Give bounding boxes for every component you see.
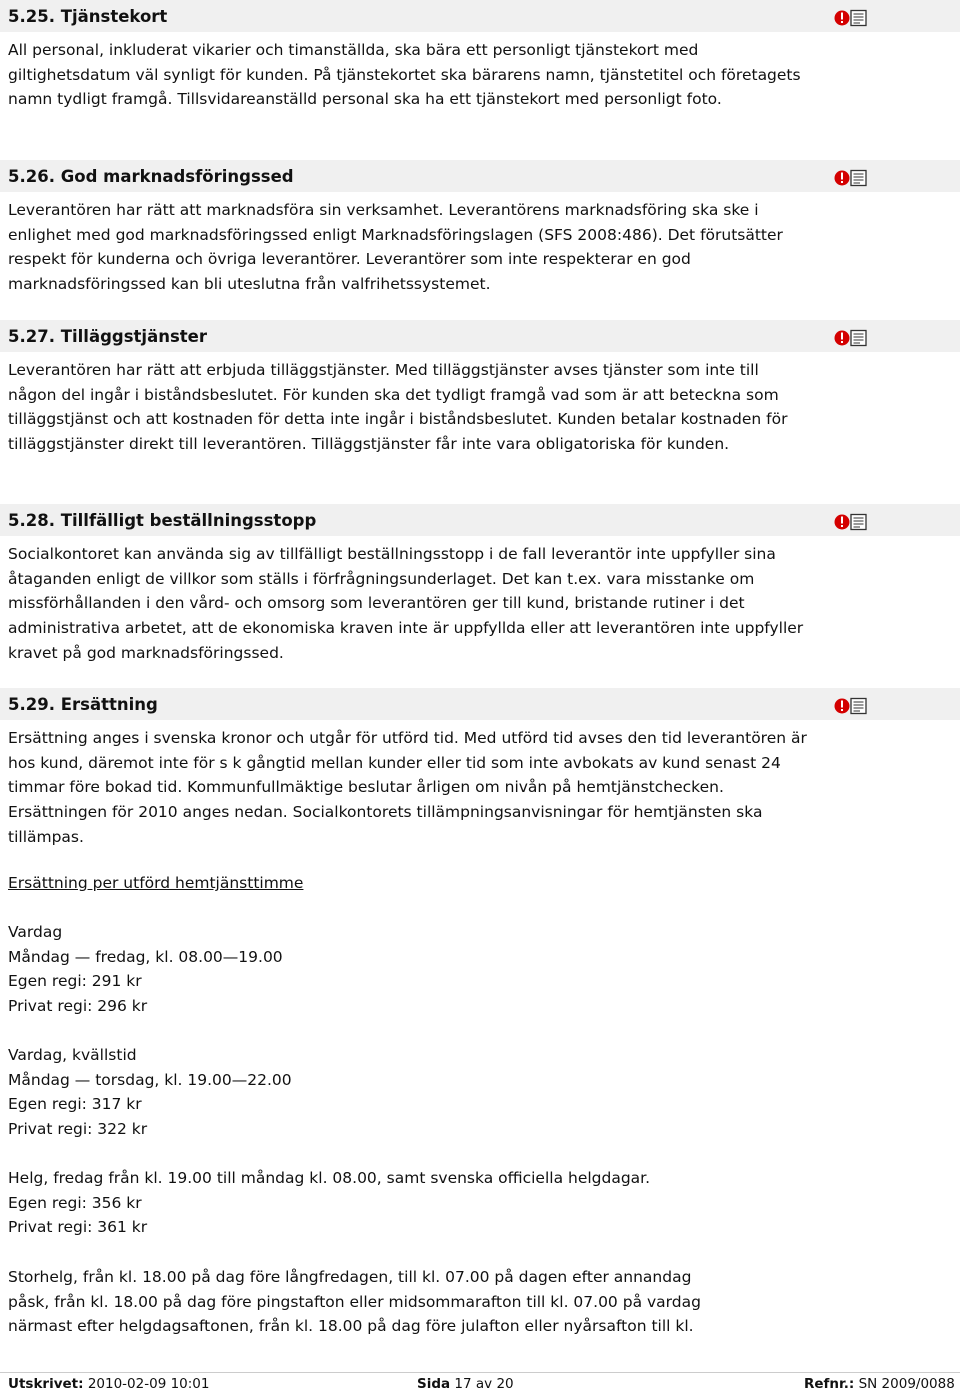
section-title: 5.26. God marknadsföringssed: [8, 167, 294, 186]
footer-ref: [804, 1376, 955, 1392]
section-body: [8, 358, 808, 457]
footer-ref-label: Refnr.:: [804, 1376, 855, 1392]
section-text: Socialkontoret kan använda sig av tillfälligt beställningsstopp i de fall leverantör inte uppfyller sina åtaganden enligt de villkor som ställs i förfrågningsunderlaget. Det kan t.ex. vara misstanke om missförhållanden i den vård- och omsorg som leverantören ger till kund, bristande rutiner i det administrativa arbetet, att de ekonomiska kraven inte är uppfyllda eller att leverantören inte uppfyller kravet på god marknadsföringssed.: [8, 545, 804, 662]
page-footer: [0, 1372, 960, 1392]
footer-page-label: Sida: [417, 1376, 451, 1392]
section-5-28: [0, 504, 960, 666]
section-title: 5.25. Tjänstekort: [8, 7, 168, 26]
rate-group-holiday: [8, 1265, 908, 1339]
document-icon[interactable]: [851, 515, 866, 530]
footer-printed: [8, 1376, 209, 1392]
section-header: [0, 688, 960, 720]
section-title: 5.27. Tilläggstjänster: [8, 327, 207, 346]
warning-icon[interactable]: [835, 331, 850, 346]
section-5-29: [0, 688, 960, 850]
section-icons[interactable]: [834, 329, 868, 347]
section-body: [8, 198, 808, 297]
document-icon[interactable]: [851, 11, 866, 26]
rate-line: närmast efter helgdagsaftonen, från kl. 18.00 på dag före julafton eller nyårsafton till kl.: [8, 1317, 694, 1336]
rate-line: Helg, fredag från kl. 19.00 till måndag kl. 08.00, samt svenska officiella helgdagar.: [8, 1169, 651, 1187]
section-text: All personal, inkluderat vikarier och timanställda, ska bära ett personligt tjänstekort med giltighetsdatum väl synligt för kunden. På tjänstekortet ska bärarens namn, tjänstetitel och företagets namn tydligt framgå. Tillsvidareanställd personal ska ha ett tjänstekort med personligt foto.: [8, 41, 801, 109]
footer-ref-value: SN 2009/0088: [858, 1376, 955, 1392]
rates-heading-block: [8, 871, 908, 896]
footer-printed-label: Utskrivet:: [8, 1376, 84, 1392]
section-text: Ersättning anges i svenska kronor och utgår för utförd tid. Med utförd tid avses den tid leverantören är hos kund, däremot inte för s k gångtid mellan kunder eller tid som inte avbokats av kund senast 24 timmar före bokad tid. Kommunfullmäktige beslutar årligen om nivån på hemtjänstchecken. Ersättningen för 2010 anges nedan. Socialkontorets tillämpningsanvisningar för hemtjänsten ska tillämpas.: [8, 729, 807, 846]
rates-heading: Ersättning per utförd hemtjänsttimme: [8, 874, 304, 892]
section-title: 5.28. Tillfälligt beställningsstopp: [8, 511, 317, 530]
rate-line: Privat regi: 296 kr: [8, 997, 148, 1016]
warning-icon[interactable]: [835, 515, 850, 530]
footer-page: [417, 1376, 514, 1392]
section-5-25: [0, 0, 960, 112]
warning-icon[interactable]: [835, 171, 850, 186]
footer-printed-value: 2010-02-09 10:01: [87, 1376, 210, 1392]
rate-line: Vardag, kvällstid: [8, 1046, 137, 1064]
rate-line: Egen regi: 356 kr: [8, 1193, 142, 1212]
rate-line: Egen regi: 291 kr: [8, 972, 142, 991]
section-header: [0, 320, 960, 352]
section-header: [0, 0, 960, 32]
section-header: [0, 160, 960, 192]
section-title: 5.29. Ersättning: [8, 695, 158, 714]
warning-icon[interactable]: [835, 699, 850, 714]
rate-line: Måndag — fredag, kl. 08.00—19.00: [8, 947, 283, 966]
section-text: Leverantören har rätt att erbjuda tilläggstjänster. Med tilläggstjänster avses tjänster som inte till någon del ingår i biståndsbeslutet. För kunden ska det tydligt framgå vad som är att beteckna som tilläggstjänst och att kostnaden för detta inte ingår i biståndsbeslutet. Kunden betalar kostnaden för tilläggstjänster direkt till leverantören. Tilläggstjänster får inte vara obligatoriska för kunden.: [8, 361, 788, 454]
section-text: Leverantören har rätt att marknadsföra sin verksamhet. Leverantörens marknadsföring ska ske i enlighet med god marknadsföringssed enligt Marknadsföringslagen (SFS 2008:486). Det förutsätter respekt för kunderna och övriga leverantörer. Leverantörer som inte respekterar en god marknadsföringssed kan bli uteslutna från valfrihetssystemet.: [8, 201, 783, 294]
document-icon[interactable]: [851, 331, 866, 346]
section-icons[interactable]: [834, 697, 868, 715]
rate-group-weekday: [8, 920, 908, 1019]
rate-line: påsk, från kl. 18.00 på dag före pingstafton eller midsommarafton till kl. 07.00 på vardag: [8, 1292, 701, 1311]
section-5-27: [0, 320, 960, 457]
section-5-26: [0, 160, 960, 297]
section-icons[interactable]: [834, 513, 868, 531]
rate-group-weekend: [8, 1166, 908, 1240]
section-body: [8, 542, 808, 666]
section-body: [8, 726, 808, 850]
section-icons[interactable]: [834, 9, 868, 27]
section-header: [0, 504, 960, 536]
section-body: [8, 38, 808, 112]
document-icon[interactable]: [851, 171, 866, 186]
rate-line: Måndag — torsdag, kl. 19.00—22.00: [8, 1070, 292, 1089]
rate-line: Storhelg, från kl. 18.00 på dag före långfredagen, till kl. 07.00 på dagen efter annandag: [8, 1268, 692, 1286]
rate-line: Vardag: [8, 923, 63, 941]
rate-group-evening: [8, 1043, 908, 1142]
rate-line: Privat regi: 322 kr: [8, 1120, 148, 1139]
rate-line: Privat regi: 361 kr: [8, 1218, 148, 1237]
rate-line: Egen regi: 317 kr: [8, 1095, 142, 1114]
warning-icon[interactable]: [835, 11, 850, 26]
section-icons[interactable]: [834, 169, 868, 187]
footer-page-value: 17 av 20: [454, 1376, 514, 1392]
document-icon[interactable]: [851, 699, 866, 714]
